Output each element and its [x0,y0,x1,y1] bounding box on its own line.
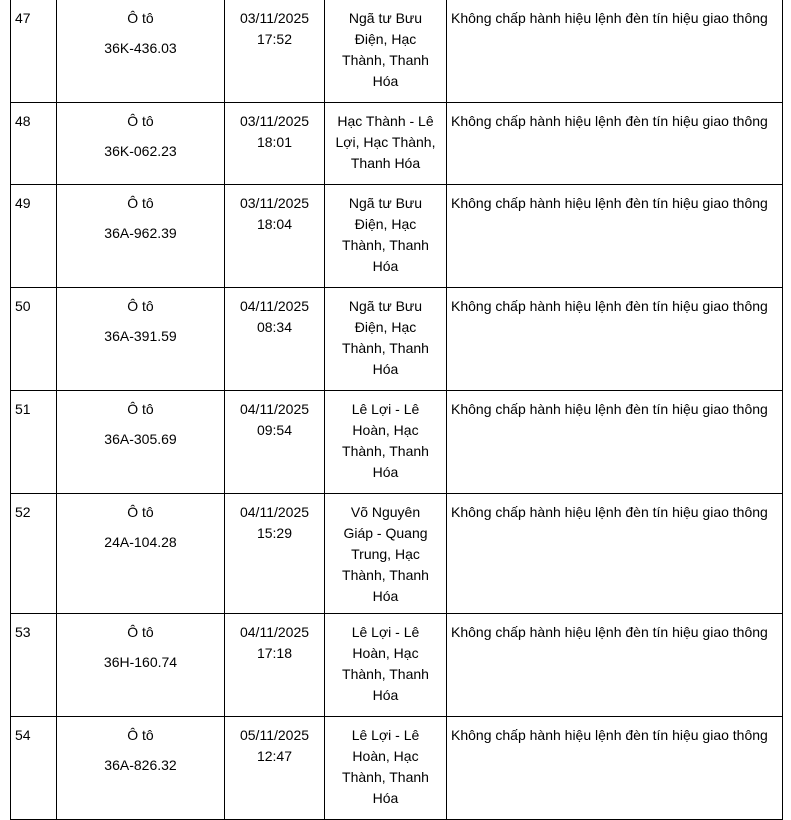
violation-time: 08:34 [256,319,293,335]
violation-location: Võ Nguyên Giáp - Quang Trung, Hạc Thành, Thanh Hóa [342,504,429,604]
location-cell [325,103,447,185]
violation-date: 04/11/2025 [239,624,310,640]
table-row [11,717,783,820]
vehicle-cell [57,494,225,614]
violation-location: Lê Lợi - Lê Hoàn, Hạc Thành, Thanh Hóa [342,401,429,480]
datetime-cell [225,717,325,820]
violation-location: Lê Lợi - Lê Hoàn, Hạc Thành, Thanh Hóa [342,624,429,703]
vehicle-cell [57,717,225,820]
table-row [11,288,783,391]
row-number: 51 [11,391,57,494]
vehicle-cell [57,614,225,717]
location-cell [325,288,447,391]
datetime-cell [225,103,325,185]
datetime-cell [225,0,325,103]
violation-date: 03/11/2025 [239,195,310,211]
violation-location: Ngã tư Bưu Điện, Hạc Thành, Thanh Hóa [342,10,429,89]
table-row [11,391,783,494]
vehicle-type: Ô tô [127,10,154,26]
row-number: 50 [11,288,57,391]
violation-time: 17:52 [256,31,293,47]
violation-time: 12:47 [256,748,293,764]
violation-time: 15:29 [256,525,293,541]
violation-date: 03/11/2025 [239,10,310,26]
violations-table [10,0,783,820]
datetime-cell [225,391,325,494]
row-number: 54 [11,717,57,820]
violation-date: 04/11/2025 [239,401,310,417]
violation-description: Không chấp hành hiệu lệnh đèn tín hiệu giao thông [447,391,783,494]
vehicle-type: Ô tô [127,624,154,640]
location-cell [325,614,447,717]
vehicle-type: Ô tô [127,401,154,417]
vehicle-type: Ô tô [127,504,154,520]
violation-location: Hạc Thành - Lê Lợi, Hạc Thành, Thanh Hóa [335,113,436,171]
vehicle-cell [57,0,225,103]
vehicle-type: Ô tô [127,195,154,211]
table-row [11,0,783,103]
violation-description: Không chấp hành hiệu lệnh đèn tín hiệu giao thông [447,103,783,185]
license-plate: 36A-305.69 [104,431,177,447]
license-plate: 36A-826.32 [104,757,177,773]
location-cell [325,391,447,494]
table-row [11,185,783,288]
row-number: 49 [11,185,57,288]
violation-description: Không chấp hành hiệu lệnh đèn tín hiệu giao thông [447,185,783,288]
license-plate: 36A-391.59 [104,328,177,344]
vehicle-cell [57,288,225,391]
datetime-cell [225,614,325,717]
table-row [11,494,783,614]
violation-description: Không chấp hành hiệu lệnh đèn tín hiệu giao thông [447,717,783,820]
violation-time: 09:54 [256,422,293,438]
location-cell [325,0,447,103]
row-number: 47 [11,0,57,103]
location-cell [325,717,447,820]
violation-time: 18:01 [256,134,293,150]
vehicle-cell [57,391,225,494]
datetime-cell [225,288,325,391]
license-plate: 36K-436.03 [104,40,177,56]
violation-time: 18:04 [256,216,293,232]
violation-description: Không chấp hành hiệu lệnh đèn tín hiệu giao thông [447,288,783,391]
violation-date: 05/11/2025 [239,727,310,743]
vehicle-type: Ô tô [127,298,154,314]
license-plate: 36K-062.23 [104,143,177,159]
violation-date: 04/11/2025 [239,298,310,314]
license-plate: 36A-962.39 [104,225,177,241]
violation-time: 17:18 [256,645,293,661]
violation-date: 04/11/2025 [239,504,310,520]
violation-location: Lê Lợi - Lê Hoàn, Hạc Thành, Thanh Hóa [342,727,429,806]
vehicle-type: Ô tô [127,113,154,129]
datetime-cell [225,185,325,288]
violation-date: 03/11/2025 [239,113,310,129]
violation-description: Không chấp hành hiệu lệnh đèn tín hiệu giao thông [447,614,783,717]
vehicle-cell [57,103,225,185]
vehicle-type: Ô tô [127,727,154,743]
license-plate: 36H-160.74 [103,654,178,670]
row-number: 52 [11,494,57,614]
violation-description: Không chấp hành hiệu lệnh đèn tín hiệu giao thông [447,494,783,614]
vehicle-cell [57,185,225,288]
location-cell [325,185,447,288]
violation-location: Ngã tư Bưu Điện, Hạc Thành, Thanh Hóa [342,298,429,377]
violation-description: Không chấp hành hiệu lệnh đèn tín hiệu giao thông [447,0,783,103]
violation-location: Ngã tư Bưu Điện, Hạc Thành, Thanh Hóa [342,195,429,274]
row-number: 53 [11,614,57,717]
table-row [11,103,783,185]
table-row [11,614,783,717]
row-number: 48 [11,103,57,185]
location-cell [325,494,447,614]
datetime-cell [225,494,325,614]
license-plate: 24A-104.28 [104,534,177,550]
